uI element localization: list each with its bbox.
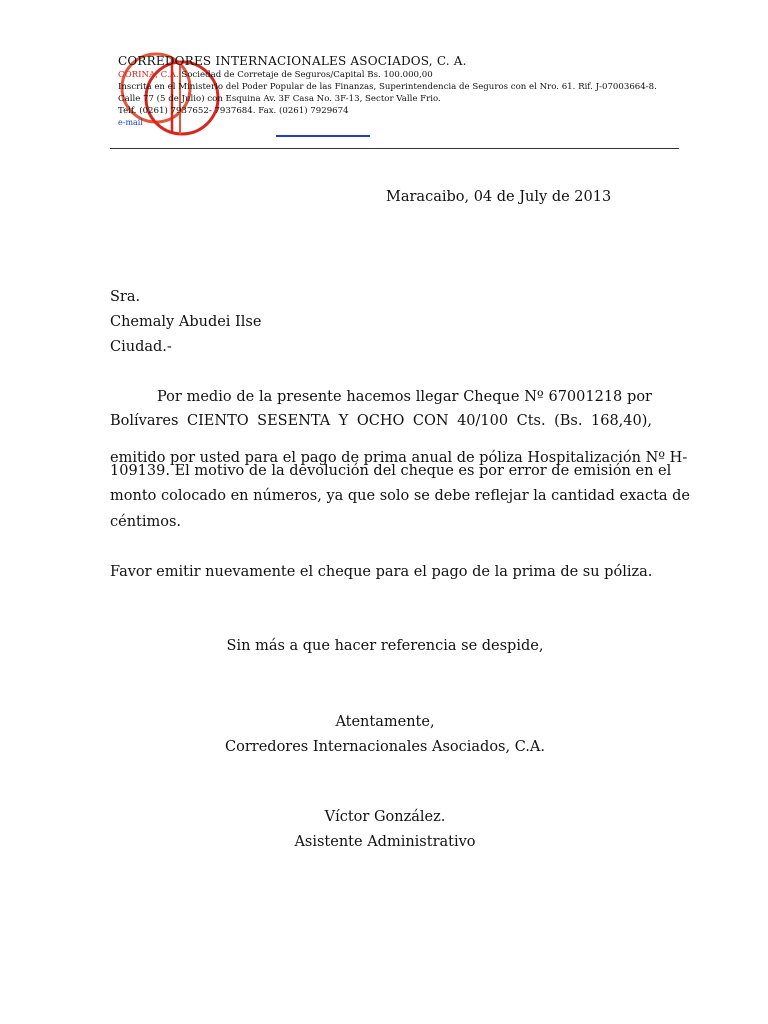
header-divider <box>110 148 679 149</box>
letterhead-phone: Telf. (0261) 7937652- 7937684. Fax. (0261) 7929674 <box>118 106 349 116</box>
signer-name: Víctor González. <box>324 809 446 825</box>
paragraph-2-line-2: 109139. El motivo de la devolución del cheque es por error de emisión en el <box>110 463 672 479</box>
paragraph-2-line-1: emitido por usted para el pago de prima anual de póliza Hospitalización Nº H- <box>110 450 688 466</box>
recipient-name: Chemaly Abudei Ilse <box>110 314 262 330</box>
letterhead-line-1 <box>118 70 433 82</box>
email-label: e-mail <box>118 118 143 127</box>
company-name: CORREDORES INTERNACIONALES ASOCIADOS, C. A. <box>118 54 467 68</box>
signer-title: Asistente Administrativo <box>294 834 476 850</box>
closing-line: Sin más a que hacer referencia se despide, <box>226 638 544 654</box>
paragraph-1-line-1: Por medio de la presente hacemos llegar Cheque Nº 67001218 por <box>157 389 652 405</box>
salutation: Sra. <box>110 289 141 305</box>
paragraph-1-line-2: Bolívares CIENTO SESENTA Y OCHO CON 40/100 Cts. (Bs. 168,40), <box>110 413 652 429</box>
brand-name: CORINA, C.A. <box>118 70 179 80</box>
letterhead-address: Calle 77 (5 de Julio) con Esquina Av. 3F Casa No. 3F-13, Sector Valle Frio. <box>118 94 441 104</box>
regards: Atentamente, <box>335 714 435 730</box>
letter-date: Maracaibo, 04 de July de 2013 <box>386 189 612 205</box>
signature-company: Corredores Internacionales Asociados, C.A. <box>225 739 545 755</box>
paragraph-3: Favor emitir nuevamente el cheque para el pago de la prima de su póliza. <box>110 564 653 580</box>
recipient-city: Ciudad.- <box>110 339 172 355</box>
email-link[interactable] <box>276 135 370 137</box>
letterhead-registry: Inscrita en el Ministerio del Poder Popular de las Finanzas, Superintendencia de Seguros con el Nro. 61. Rif. J-07003664-8. <box>118 82 657 92</box>
letterhead-capital: Sociedad de Corretaje de Seguros/Capital Bs. 100.000,00 <box>178 70 433 80</box>
paragraph-2-line-3: monto colocado en números, ya que solo se debe reflejar la cantidad exacta de <box>110 488 691 504</box>
paragraph-2-line-4: céntimos. <box>110 514 182 530</box>
